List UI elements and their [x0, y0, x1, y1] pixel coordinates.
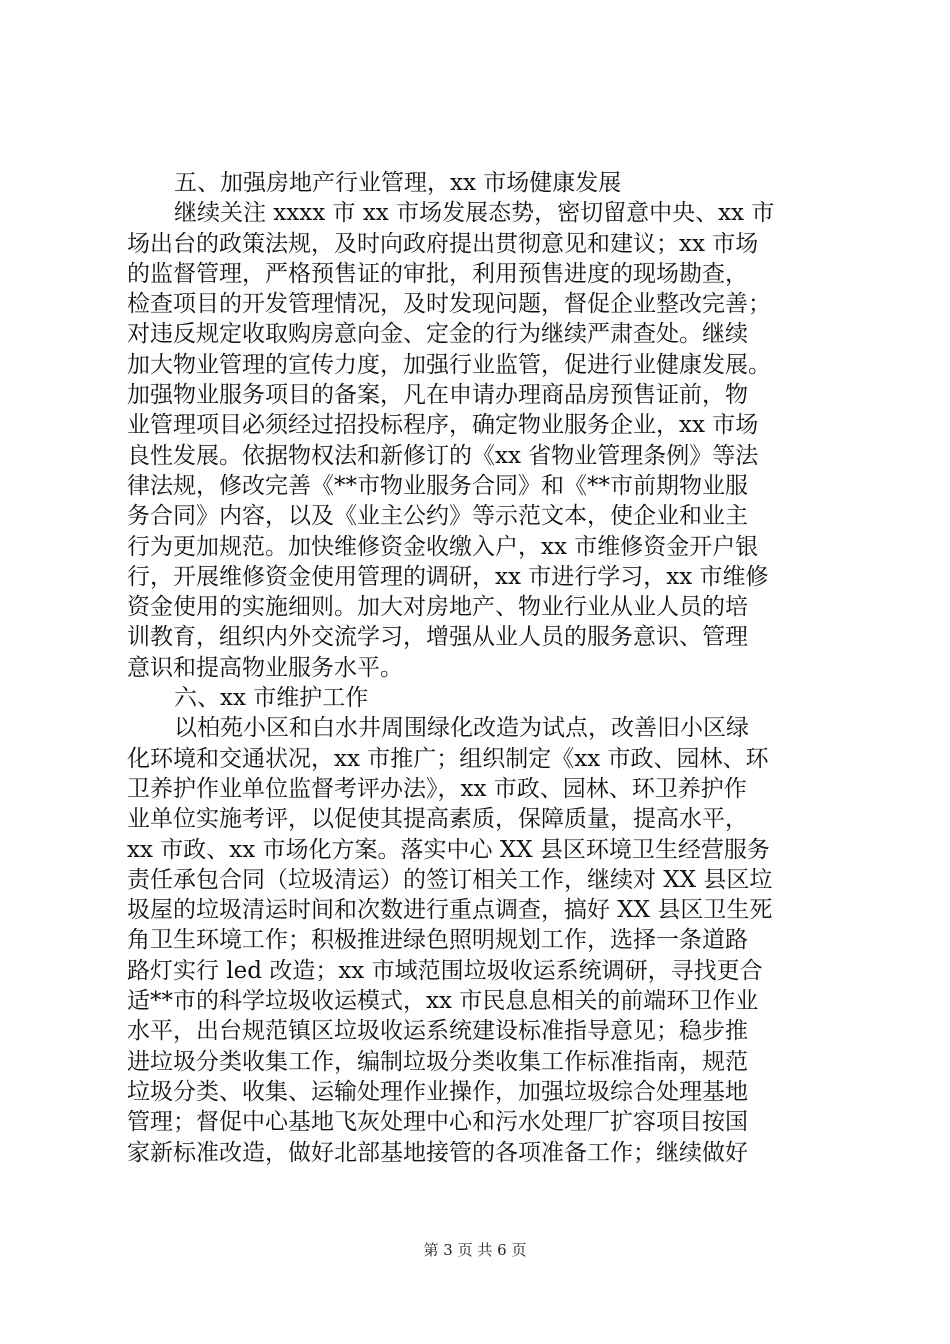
text-line: 对违反规定收取购房意向金、定金的行为继续严肃查处。继续: [127, 321, 748, 348]
text-line: 角卫生环境工作；积极推进绿色照明规划工作，选择一条道路: [127, 927, 748, 954]
text-line: 务合同》内容，以及《业主公约》等示范文本，使企业和业主: [127, 503, 748, 530]
text-line: 场出台的政策法规，及时向政府提出贯彻意见和建议；xx 市场: [127, 230, 759, 257]
text-line: 水平，出台规范镇区垃圾收运系统建设标准指导意见；稳步推: [127, 1018, 748, 1045]
text-line: 加大物业管理的宣传力度，加强行业监管，促进行业健康发展。: [127, 351, 771, 378]
text-line: 行，开展维修资金使用管理的调研，xx 市进行学习，xx 市维修: [127, 563, 769, 590]
text-line: 意识和提高物业服务水平。: [127, 654, 403, 681]
document-body: [127, 168, 827, 1168]
text-line: xx 市政、xx 市场化方案。落实中心 XX 县区环境卫生经营服务: [127, 836, 770, 863]
text-line: 家新标准改造，做好北部基地接管的各项准备工作；继续做好: [127, 1139, 748, 1166]
text-line: 良性发展。依据物权法和新修订的《xx 省物业管理条例》等法: [127, 442, 759, 469]
text-line: 管理；督促中心基地飞灰处理中心和污水处理厂扩容项目按国: [127, 1109, 748, 1136]
text-line: 六、xx 市维护工作: [174, 685, 369, 712]
text-line: 适**市的科学垃圾收运模式，xx 市民息息相关的前端环卫作业: [127, 988, 759, 1015]
text-line: 圾屋的垃圾清运时间和次数进行重点调查，搞好 XX 县区卫生死: [127, 897, 773, 924]
text-line: 业管理项目必须经过招投标程序，确定物业服务企业，xx 市场: [127, 412, 759, 439]
text-line: 资金使用的实施细则。加大对房地产、物业行业从业人员的培: [127, 594, 748, 621]
text-line: 加强物业服务项目的备案，凡在申请办理商品房预售证前，物: [127, 382, 748, 409]
text-line: 律法规，修改完善《**市物业服务合同》和《**市前期物业服: [127, 472, 748, 499]
text-line: 化环境和交通状况，xx 市推广；组织制定《xx 市政、园林、环: [127, 745, 769, 772]
text-line: 行为更加规范。加快维修资金收缴入户，xx 市维修资金开户银: [127, 533, 759, 560]
text-line: 训教育，组织内外交流学习，增强从业人员的服务意识、管理: [127, 624, 748, 651]
text-line: 垃圾分类、收集、运输处理作业操作，加强垃圾综合处理基地: [127, 1078, 748, 1105]
text-line: 继续关注 xxxx 市 xx 市场发展态势，密切留意中央、xx 市: [174, 200, 775, 227]
text-line: 卫养护作业单位监督考评办法》，xx 市政、园林、环卫养护作: [127, 775, 747, 802]
page-footer: 第 3 页 共 6 页: [423, 1241, 527, 1259]
text-line: 五、加强房地产行业管理，xx 市场健康发展: [174, 170, 622, 196]
text-line: 的监督管理，严格预售证的审批，利用预售进度的现场勘查，: [127, 260, 748, 287]
text-line: 检查项目的开发管理情况，及时发现问题，督促企业整改完善；: [127, 291, 771, 318]
text-line: 进垃圾分类收集工作，编制垃圾分类收集工作标准指南，规范: [127, 1048, 748, 1075]
text-line: 责任承包合同（垃圾清运）的签订相关工作，继续对 XX 县区垃: [127, 866, 773, 893]
text-line: 以柏苑小区和白水井周围绿化改造为试点，改善旧小区绿: [174, 715, 749, 742]
text-line: 业单位实施考评，以促使其提高素质，保障质量，提高水平，: [127, 806, 748, 833]
text-line: 路灯实行 led 改造；xx 市域范围垃圾收运系统调研，寻找更合: [127, 957, 763, 984]
